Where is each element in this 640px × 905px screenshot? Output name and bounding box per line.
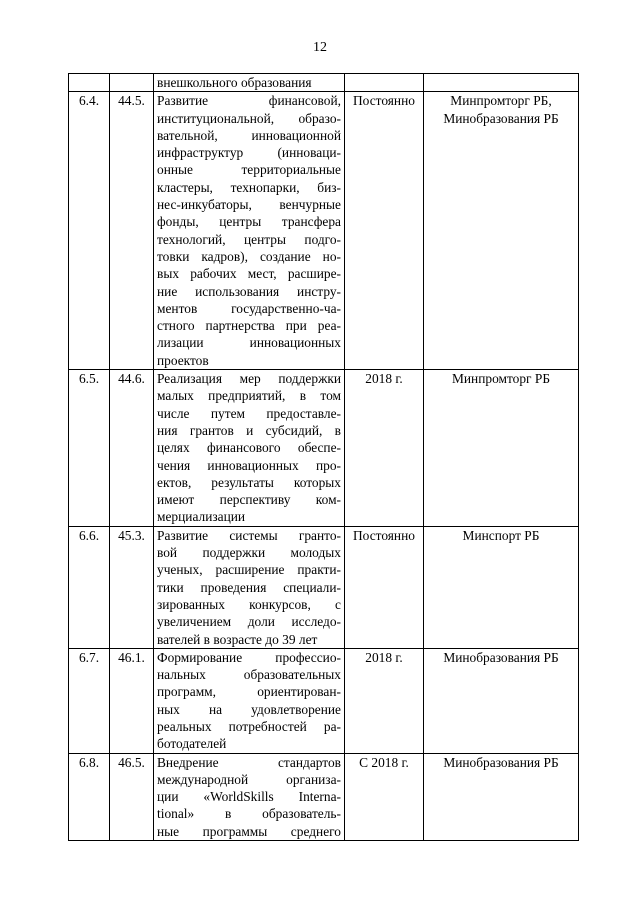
description-line: Развитие системы гранто-	[157, 527, 341, 543]
description-line: вых рабочих мест, расшире-	[157, 266, 341, 282]
description-line: нес-инкубаторы, венчурные	[157, 197, 341, 213]
table-row	[69, 648, 579, 753]
responsible-agency: Минобразования РБ	[443, 110, 559, 126]
program-code-cell: 46.1.	[110, 648, 154, 753]
description-line: Внедрение стандартов	[157, 754, 341, 770]
description-line: лизации инновационных	[157, 335, 341, 351]
responsible-cell	[424, 526, 579, 648]
description-line: институциональной, образо-	[157, 110, 341, 126]
description-line: tional» в образователь-	[157, 806, 341, 822]
description-line: кластеры, технопарки, биз-	[157, 179, 341, 195]
table-row	[69, 753, 579, 840]
table-row	[69, 370, 579, 527]
program-code-cell: 44.5.	[110, 92, 154, 370]
description-line: увеличением доли исследо-	[157, 614, 341, 630]
description-line: ментов государственно-ча-	[157, 300, 341, 316]
measure-description-cell	[154, 74, 345, 92]
description-line: тики проведения специали-	[157, 579, 341, 595]
item-number-cell: 6.6.	[69, 526, 110, 648]
description-line: нальных образовательных	[157, 667, 341, 683]
responsible-agency: Минобразования РБ	[443, 649, 559, 665]
item-number-cell: 6.5.	[69, 370, 110, 527]
description-line: ции «WorldSkills Interna-	[157, 789, 341, 805]
description-line: внешкольного образования	[157, 75, 312, 90]
description-line: проектов	[157, 352, 209, 368]
description-line: Формирование профессио-	[157, 649, 341, 665]
period-cell: 2018 г.	[345, 648, 424, 753]
responsible-agency: Минпромторг РБ,	[450, 93, 552, 109]
responsible-agency: Минобразования РБ	[443, 754, 559, 770]
description-line: ния грантов и субсидий, в	[157, 422, 341, 438]
description-line: программ, ориентирован-	[157, 684, 341, 700]
program-code-cell: 44.6.	[110, 370, 154, 527]
description-line: реальных потребностей ра-	[157, 718, 341, 734]
description-line: ные программы среднего	[157, 823, 341, 839]
measures-table	[68, 73, 579, 841]
responsible-cell	[424, 370, 579, 527]
page-number: 12	[313, 40, 327, 55]
responsible-cell	[424, 92, 579, 370]
item-number-cell: 6.8.	[69, 753, 110, 840]
measure-description-cell	[154, 526, 345, 648]
program-code-cell: 46.5.	[110, 753, 154, 840]
program-code-cell: 45.3.	[110, 526, 154, 648]
responsible-agency: Минспорт РБ	[462, 527, 540, 543]
description-line: зированных конкурсов, с	[157, 596, 341, 612]
description-line: Развитие финансовой,	[157, 93, 341, 109]
period-cell	[345, 74, 424, 92]
table-row	[69, 526, 579, 648]
description-line: имеют перспективу ком-	[157, 492, 341, 508]
description-line: ектов, результаты которых	[157, 474, 341, 490]
description-line: ученых, расширение практи-	[157, 562, 341, 578]
description-line: ных на удовлетворение	[157, 701, 341, 717]
table-row	[69, 92, 579, 370]
description-line: вой поддержки молодых	[157, 545, 341, 561]
program-code-cell	[110, 74, 154, 92]
period-cell: 2018 г.	[345, 370, 424, 527]
description-line: числе путем предоставле-	[157, 405, 341, 421]
measure-description-cell	[154, 370, 345, 527]
period-cell: Постоянно	[345, 526, 424, 648]
item-number-cell: 6.4.	[69, 92, 110, 370]
description-line: вателей в возрасте до 39 лет	[157, 631, 318, 647]
responsible-agency: Минпромторг РБ	[451, 371, 551, 387]
measure-description-cell	[154, 753, 345, 840]
item-number-cell	[69, 74, 110, 92]
description-line: малых предприятий, в том	[157, 388, 341, 404]
description-line: чения инновационных про-	[157, 457, 341, 473]
description-line: фонды, центры трансфера	[157, 214, 341, 230]
description-line: ботодателей	[157, 736, 227, 752]
description-line: международной организа-	[157, 771, 341, 787]
description-line: технологий, центры подго-	[157, 231, 341, 247]
description-line: вательной, инновационной	[157, 127, 341, 143]
item-number-cell: 6.7.	[69, 648, 110, 753]
description-line: целях финансового обеспе-	[157, 440, 341, 456]
measure-description-cell	[154, 648, 345, 753]
description-line: онные территориальные	[157, 162, 341, 178]
description-line: товки кадров), создание но-	[157, 248, 341, 264]
description-line: стного партнерства при реа-	[157, 318, 341, 334]
description-line: мерциализации	[157, 509, 246, 525]
responsible-cell	[424, 74, 579, 92]
measure-description-cell	[154, 92, 345, 370]
responsible-cell	[424, 753, 579, 840]
responsible-cell	[424, 648, 579, 753]
table-row	[69, 74, 579, 92]
description-line: инфраструктур (инноваци-	[157, 145, 341, 161]
description-line: Реализация мер поддержки	[157, 371, 341, 387]
period-cell: С 2018 г.	[345, 753, 424, 840]
description-line: ние использования инстру-	[157, 283, 341, 299]
period-cell: Постоянно	[345, 92, 424, 370]
table-body	[69, 74, 579, 841]
